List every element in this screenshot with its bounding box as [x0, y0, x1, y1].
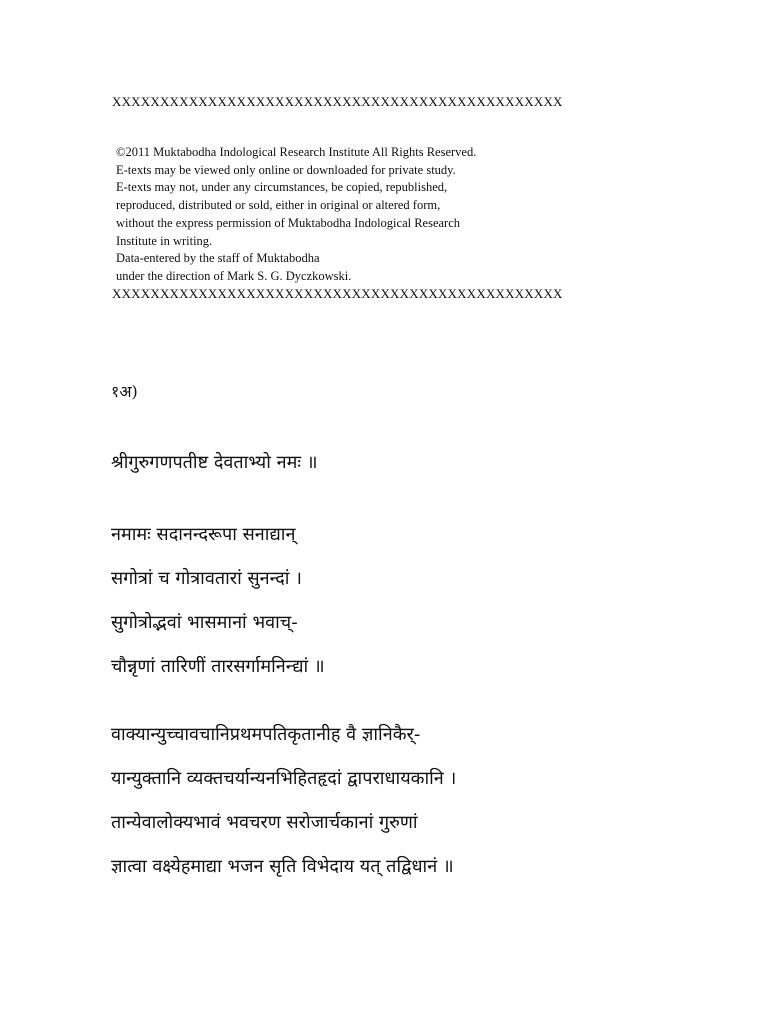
- copyright-notice: [116, 144, 596, 286]
- copyright-line: Institute in writing.: [116, 233, 213, 248]
- verse-line: यान्युक्तानि व्यक्तचर्यान्यनभिहितहृदां द्वापराधायकानि ।: [111, 768, 457, 789]
- verse-line: चौन्नृणां तारिणीं तारसर्गामनिन्द्यां ॥: [111, 656, 325, 677]
- copyright-line: reproduced, distributed or sold, either in original or altered form,: [116, 198, 441, 213]
- invocation-line: श्रीगुरुगणपतीष्ट देवताभ्यो नमः ॥: [111, 452, 318, 473]
- copyright-line: E-texts may not, under any circumstances, be copied, republished,: [116, 180, 448, 195]
- copyright-line: without the express permission of Muktabodha Indological Research: [116, 215, 461, 230]
- verse-1: [111, 520, 325, 696]
- copyright-line: ©2011 Muktabodha Indological Research Institute All Rights Reserved.: [116, 145, 477, 159]
- verse-2: [111, 720, 456, 896]
- verse-line: सगोत्रां च गोत्रावतारां सुनन्दां ।: [111, 568, 302, 589]
- copyright-line: under the direction of Mark S. G. Dyczkowski.: [116, 268, 352, 283]
- verse-line: तान्येवालोक्यभावं भवचरण सरोजार्चकानां गुरुणां: [111, 812, 418, 833]
- copyright-line: Data-entered by the staff of Muktabodha: [116, 251, 320, 266]
- verse-line: ज्ञात्वा वक्ष्येहमाद्या भजन सृति विभेदाय यत् तद्विधानं ॥: [111, 856, 454, 877]
- copyright-line: E-texts may be viewed only online or downloaded for private study.: [116, 162, 456, 177]
- verse-line: सुगोत्रोद्भवां भासमानां भवाच्-: [111, 612, 298, 633]
- separator-top: XXXXXXXXXXXXXXXXXXXXXXXXXXXXXXXXXXXXXXXXXXXXXXX: [112, 94, 563, 109]
- folio-number: १अ): [111, 382, 138, 401]
- separator-bottom: XXXXXXXXXXXXXXXXXXXXXXXXXXXXXXXXXXXXXXXXXXXXXXX: [112, 286, 563, 301]
- verse-line: नमामः सदानन्दरूपा सनाद्यान्: [111, 524, 296, 545]
- verse-line: वाक्यान्युच्चावचानिप्रथमपतिकृतानीह वै ज्ञानिकैर्-: [111, 724, 421, 745]
